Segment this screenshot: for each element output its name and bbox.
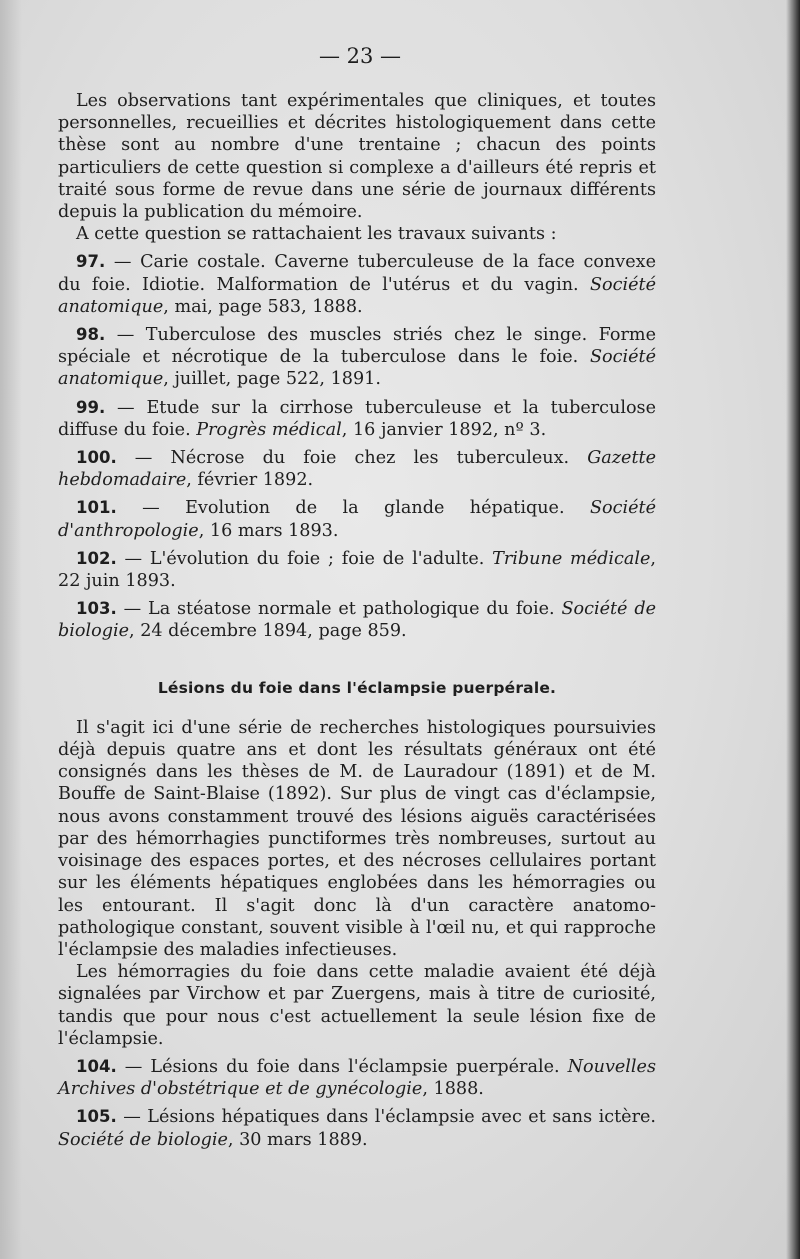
section-paragraph: Il s'agit ici d'une série de recherches histologiques poursuivies déjà depuis quatre ans et dont les résultats généraux ont été consignés dans les thèses de M. de Lauradour (1891) et de M. Bouffe de Saint-Blaise (1892). Sur plus de vingt cas d'éclampsie, nous avons constamment trouvé des lésions aiguës caractérisées par des hémorrhagies punctiformes très nombreuses, surtout au voisinage des espaces portes, et des nécroses cellulaires portant sur les éléments hépatiques englobées dans les hémorragies ou les entourant. Il s'agit donc là d'un caractère anatomo-pathologique constant, souvent visible à l'œil nu, et qui rapproche l'éclampsie des maladies infectieuses. — [58, 717, 656, 960]
entry-number: 103. — [76, 599, 117, 619]
entry-details: , 1888. — [422, 1079, 484, 1100]
entry-number: 104. — [76, 1056, 117, 1076]
entry-number: 101. — [76, 498, 117, 518]
intro-lead-in: A cette question se rattachaient les travaux suivants : — [76, 224, 557, 245]
list-item — [58, 598, 656, 642]
entry-source: Société anatomique — [58, 274, 656, 317]
entry-details: , 22 juin 1893. — [58, 548, 656, 592]
entry-source: Gazette hebdomadaire — [58, 448, 656, 491]
entry-text: — Lésions du foie dans l'éclampsie puerpérale. — [116, 1056, 568, 1077]
list-item — [58, 397, 656, 441]
entry-text: — La stéatose normale et pathologique du foie. — [116, 599, 562, 620]
entry-number: 98. — [76, 325, 106, 345]
page-body — [58, 90, 656, 1151]
list-item — [58, 1106, 656, 1150]
entry-number: 99. — [76, 397, 106, 417]
entry-details: , 16 janvier 1892, nº 3. — [341, 419, 547, 440]
list-item — [58, 251, 656, 318]
entry-number: 105. — [76, 1107, 117, 1127]
list-item — [58, 1056, 656, 1100]
entry-source: Société anatomique — [58, 347, 656, 390]
entry-text: — Carie costale. Caverne tuberculeuse de la face convexe du foie. Idiotie. Malformation de l'utérus et du vagin. — [58, 252, 656, 295]
entry-details: , 16 mars 1893. — [198, 520, 339, 541]
list-item — [58, 447, 656, 491]
publication-list-1 — [58, 251, 656, 642]
section-heading: Lésions du foie dans l'éclampsie puerpérale. — [157, 678, 557, 697]
page-number: — 23 — — [318, 44, 402, 68]
list-item — [58, 497, 656, 541]
entry-text: — Tuberculose des muscles striés chez le singe. Forme spéciale et nécrotique de la tuberculose dans le foie. — [58, 325, 656, 368]
entry-text: — L'évolution du foie ; foie de l'adulte. — [116, 548, 493, 569]
entry-text: — Evolution de la glande hépatique. — [116, 498, 590, 519]
intro-paragraph: Les observations tant expérimentales que cliniques, et toutes personnelles, recueillies et décrites histologiquement dans cette thèse sont au nombre d'une trentaine ; chacun des points particuliers de cette question si complexe a d'ailleurs été repris et traité sous forme de revue dans une série de journaux différents depuis la publication du mémoire. — [58, 91, 656, 223]
entry-details: , mai, page 583, 1888. — [163, 296, 363, 317]
entry-number: 97. — [76, 252, 106, 272]
entry-source: Société de biologie — [58, 1129, 228, 1150]
list-item — [58, 548, 656, 592]
entry-source: Société de biologie — [58, 599, 656, 642]
entry-text: — Lésions hépatiques dans l'éclampsie avec et sans ictère. — [116, 1107, 656, 1128]
entry-source: Tribune médicale — [492, 548, 651, 569]
section-paragraph: Les hémorragies du foie dans cette maladie avaient été déjà signalées par Virchow et par Zuergens, mais à titre de curiosité, tandis que pour nous c'est actuellement la seule lésion fixe de l'éclampsie. — [58, 962, 656, 1049]
entry-number: 100. — [76, 448, 117, 468]
publication-list-2 — [58, 1056, 656, 1151]
entry-text: — Nécrose du foie chez les tuberculeux. — [116, 448, 588, 469]
entry-details: , juillet, page 522, 1891. — [163, 369, 381, 390]
entry-details: , 24 décembre 1894, page 859. — [129, 621, 407, 642]
entry-details: , février 1892. — [186, 470, 314, 491]
list-item — [58, 324, 656, 391]
entry-source: Société d'anthropologie — [58, 498, 656, 541]
entry-text: — Etude sur la cirrhose tuberculeuse et la tuberculose diffuse du foie. — [58, 397, 656, 440]
entry-source: Progrès médical — [196, 419, 342, 440]
entry-source: Nouvelles Archives d'obstétrique et de gynécologie — [58, 1056, 656, 1100]
entry-details: , 30 mars 1889. — [227, 1129, 368, 1150]
entry-number: 102. — [76, 548, 117, 568]
